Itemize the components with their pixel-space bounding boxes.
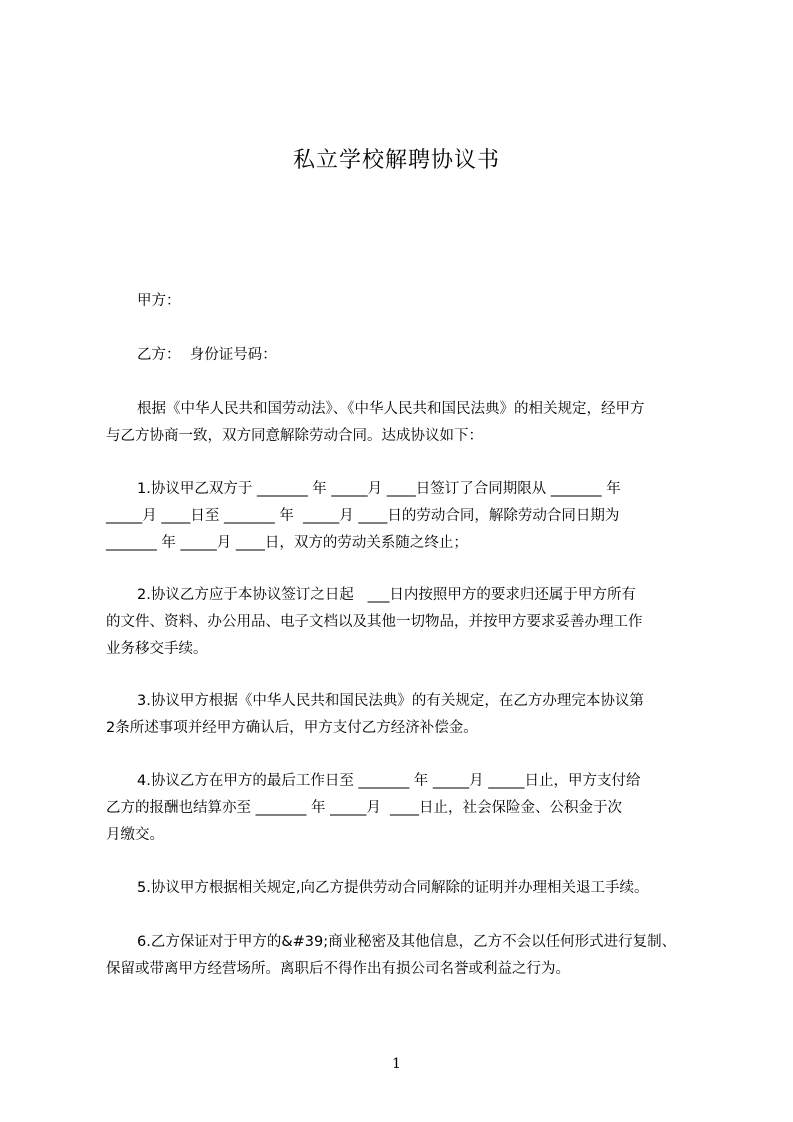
intro-line: 根据《中华人民共和国劳动法》、《中华人民共和国民法典》的相关规定，经甲方 <box>137 401 645 417</box>
clause-3-line: 3.协议甲方根据《中华人民共和国民法典》的有关规定，在乙方办理完本协议第 <box>137 693 644 709</box>
clause-3-line: 2条所述事项并经甲方确认后，甲方支付乙方经济补偿金。 <box>106 720 478 736</box>
document-title: 私立学校解聘协议书 <box>292 148 500 173</box>
clause-1-line: 1.协议甲乙双方于 _______ 年 _____月 ____日签订了合同期限从 _______ 年 <box>137 481 621 497</box>
clause-1-line: _____月 ____日至 _______ 年 _____月 ____日的劳动合同，解除劳动合同日期为 <box>106 508 620 524</box>
clause-4-line: 4.协议乙方在甲方的最后工作日至 _______ 年 _____月 _____日止，甲方支付给 <box>137 773 641 789</box>
page-number: 1 <box>392 1056 401 1072</box>
clause-4-line: 乙方的报酬也结算亦至 _______ 年 _____月 ____日止，社会保险金、公积金于次 <box>106 800 623 816</box>
party-a-label: 甲方： <box>137 293 181 309</box>
clause-5-line: 5.协议甲方根据相关规定,向乙方提供劳动合同解除的证明并办理相关退工手续。 <box>137 880 649 896</box>
clause-4-line: 月缴交。 <box>106 827 164 843</box>
intro-line: 与乙方协商一致，双方同意解除劳动合同。达成协议如下： <box>106 428 483 444</box>
clause-2-line: 2.协议乙方应于本协议签订之日起 ___日内按照甲方的要求归还属于甲方所有 <box>137 587 636 603</box>
clause-6-line: 保留或带离甲方经营场所。离职后不得作出有损公司名誉或利益之行为。 <box>106 961 570 977</box>
clause-6-line: 6.乙方保证对于甲方的&#39;商业秘密及其他信息，乙方不会以任何形式进行复制、 <box>137 934 677 950</box>
clause-1-line: _______ 年 _____月 ____日，双方的劳动关系随之终止； <box>106 535 468 551</box>
clause-2-line: 的文件、资料、办公用品、电子文档以及其他一切物品，并按甲方要求妥善办理工作 <box>106 614 643 630</box>
clause-2-line: 业务移交手续。 <box>106 641 208 657</box>
party-b-label: 乙方： 身份证号码： <box>137 347 277 363</box>
